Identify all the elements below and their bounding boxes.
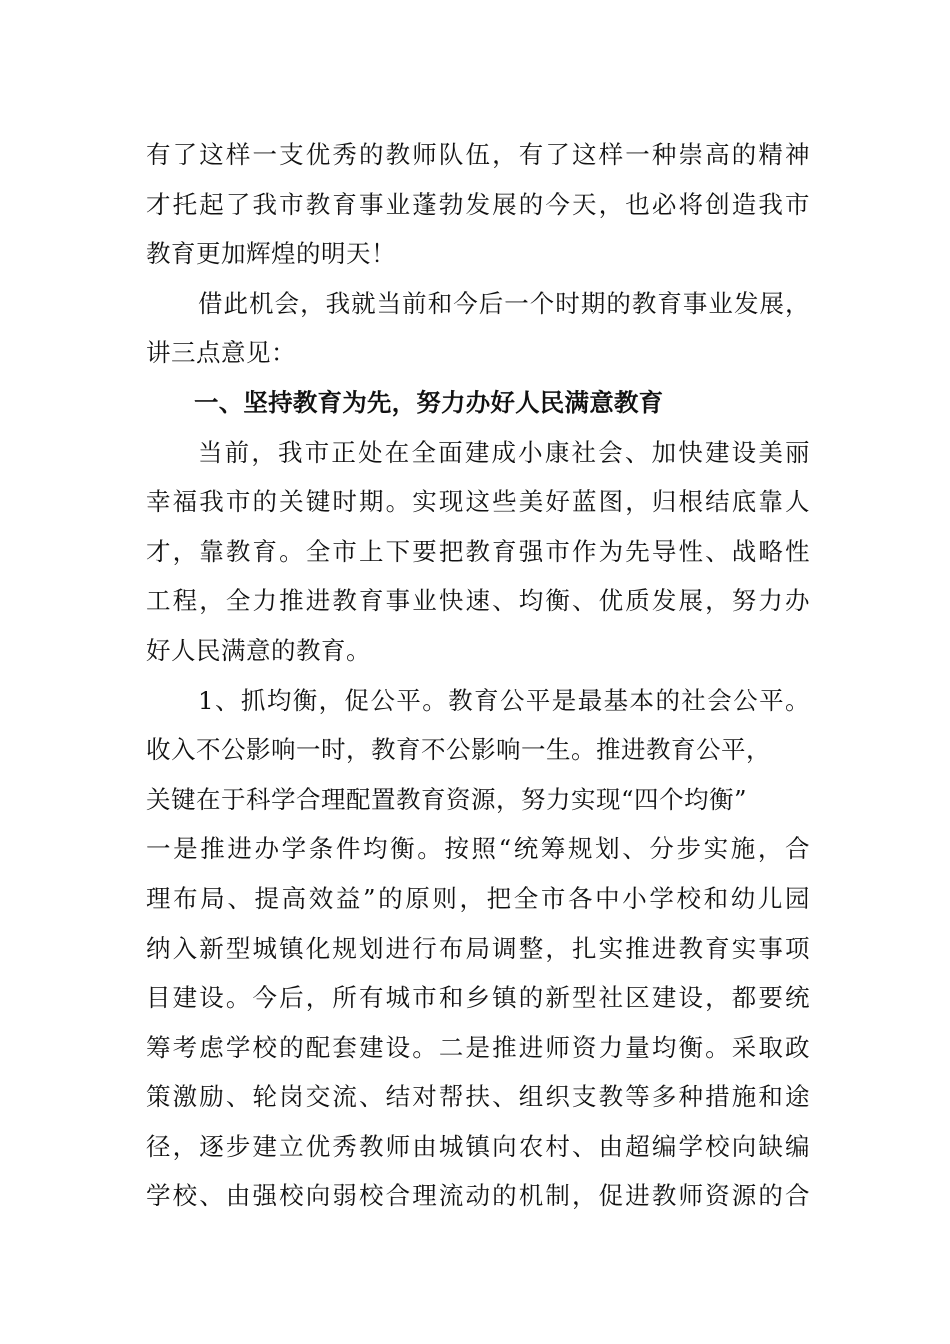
text-line: 学校、由强校向弱校合理流动的机制，促进教师资源的合 bbox=[146, 1181, 810, 1211]
text-line: 理布局、提高效益”的原则，把全市各中小学校和幼儿园 bbox=[146, 883, 810, 913]
text-line: 纳入新型城镇化规划进行布局调整，扎实推进教育实事项 bbox=[146, 933, 810, 963]
section-heading: 一、坚持教育为先，努力办好人民满意教育 bbox=[194, 387, 664, 417]
text-line: 径，逐步建立优秀教师由城镇向农村、由超编学校向缺编 bbox=[146, 1131, 810, 1161]
text-line: 收入不公影响一时，教育不公影响一生。推进教育公平， bbox=[146, 735, 771, 765]
text-line: 筹考虑学校的配套建设。二是推进师资力量均衡。采取政 bbox=[146, 1032, 810, 1062]
text-line: 有了这样一支优秀的教师队伍，有了这样一种崇高的精神 bbox=[146, 140, 810, 169]
text-line: 幸福我市的关键时期。实现这些美好蓝图，归根结底靠人 bbox=[146, 487, 810, 517]
text-line: 一是推进办学条件均衡。按照“统筹规划、分步实施，合 bbox=[146, 834, 810, 864]
text-line: 借此机会，我就当前和今后一个时期的教育事业发展， bbox=[198, 288, 810, 318]
text-line: 关键在于科学合理配置教育资源，努力实现“四个均衡” bbox=[146, 784, 748, 814]
text-line: 1、抓均衡，促公平。教育公平是最基本的社会公平。 bbox=[198, 685, 810, 715]
text-line: 当前，我市正处在全面建成小康社会、加快建设美丽 bbox=[198, 437, 810, 467]
text-line: 工程，全力推进教育事业快速、均衡、优质发展，努力办 bbox=[146, 586, 810, 616]
text-line: 教育更加辉煌的明天！ bbox=[146, 239, 396, 269]
text-line: 策激励、轮岗交流、结对帮扶、组织支教等多种措施和途 bbox=[146, 1082, 810, 1112]
text-line: 目建设。今后，所有城市和乡镇的新型社区建设，都要统 bbox=[146, 983, 810, 1013]
document-body bbox=[146, 130, 810, 1221]
text-line: 好人民满意的教育。 bbox=[146, 635, 371, 665]
text-line: 才，靠教育。全市上下要把教育强市作为先导性、战略性 bbox=[146, 536, 810, 566]
text-line: 才托起了我市教育事业蓬勃发展的今天，也必将创造我市 bbox=[146, 189, 810, 219]
text-line: 讲三点意见： bbox=[146, 338, 296, 368]
